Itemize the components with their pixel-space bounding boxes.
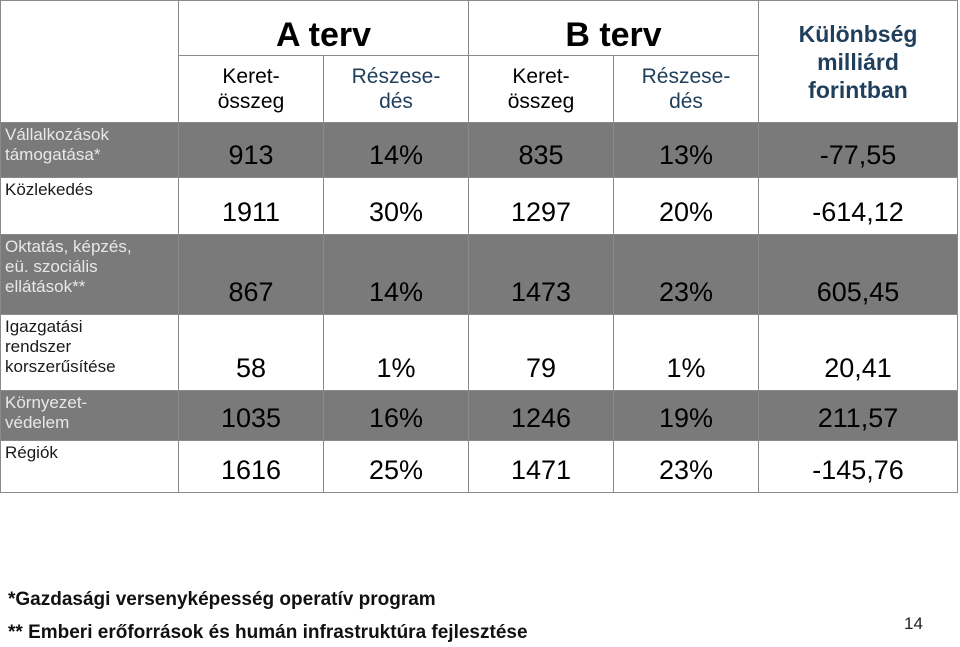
difference-value: 20,41	[759, 315, 958, 391]
row-label: Közlekedés	[1, 178, 179, 235]
plan-b-share-header: Részese- dés	[614, 56, 759, 123]
plan-a-framework-value: 1616	[179, 441, 324, 493]
difference-value: 605,45	[759, 235, 958, 315]
plan-b-share-value: 23%	[614, 235, 759, 315]
footnote-2: ** Emberi erőforrások és humán infrastruktúra fejlesztése	[8, 622, 528, 643]
plan-a-framework-value: 58	[179, 315, 324, 391]
difference-value: -145,76	[759, 441, 958, 493]
plan-a-share-value: 16%	[324, 391, 469, 441]
row-label: Igazgatási rendszer korszerűsítése	[1, 315, 179, 391]
row-label: Régiók	[1, 441, 179, 493]
row-label: Környezet- védelem	[1, 391, 179, 441]
table-row	[1, 123, 958, 178]
table-row	[1, 235, 958, 315]
plan-b-title: B terv	[469, 1, 759, 56]
difference-header-line2: milliárd	[817, 48, 899, 75]
row-label: Vállalkozások támogatása*	[1, 123, 179, 178]
plan-b-share-value: 23%	[614, 441, 759, 493]
plan-a-framework-value: 867	[179, 235, 324, 315]
plan-a-framework-header: Keret- összeg	[179, 56, 324, 123]
difference-header	[759, 1, 958, 123]
difference-value: -77,55	[759, 123, 958, 178]
plan-b-framework-header: Keret- összeg	[469, 56, 614, 123]
table-row	[1, 315, 958, 391]
difference-value: 211,57	[759, 391, 958, 441]
plan-b-framework-value: 79	[469, 315, 614, 391]
difference-header-line1: Különbség	[798, 20, 918, 47]
plan-b-framework-value: 1473	[469, 235, 614, 315]
plan-a-share-value: 14%	[324, 235, 469, 315]
plan-b-share-value: 13%	[614, 123, 759, 178]
plan-a-title: A terv	[179, 1, 469, 56]
plan-a-share-value: 1%	[324, 315, 469, 391]
table-row	[1, 178, 958, 235]
plan-a-share-value: 30%	[324, 178, 469, 235]
plan-b-share-value: 19%	[614, 391, 759, 441]
difference-value: -614,12	[759, 178, 958, 235]
plan-b-share-value: 1%	[614, 315, 759, 391]
row-label: Oktatás, képzés, eü. szociális ellátások**	[1, 235, 179, 315]
plan-b-framework-value: 1471	[469, 441, 614, 493]
footnote-1: *Gazdasági versenyképesség operatív program	[8, 589, 436, 610]
table-row	[1, 391, 958, 441]
plan-a-framework-value: 1035	[179, 391, 324, 441]
table-row	[1, 441, 958, 493]
plan-a-share-value: 14%	[324, 123, 469, 178]
corner-cell	[1, 1, 179, 123]
page-number: 14	[904, 614, 923, 633]
plan-b-share-value: 20%	[614, 178, 759, 235]
plan-b-framework-value: 1246	[469, 391, 614, 441]
plan-a-framework-value: 1911	[179, 178, 324, 235]
plan-a-framework-value: 913	[179, 123, 324, 178]
plan-b-framework-value: 835	[469, 123, 614, 178]
plan-a-share-header: Részese- dés	[324, 56, 469, 123]
plan-a-share-value: 25%	[324, 441, 469, 493]
difference-header-line3: forintban	[808, 76, 908, 103]
plan-b-framework-value: 1297	[469, 178, 614, 235]
